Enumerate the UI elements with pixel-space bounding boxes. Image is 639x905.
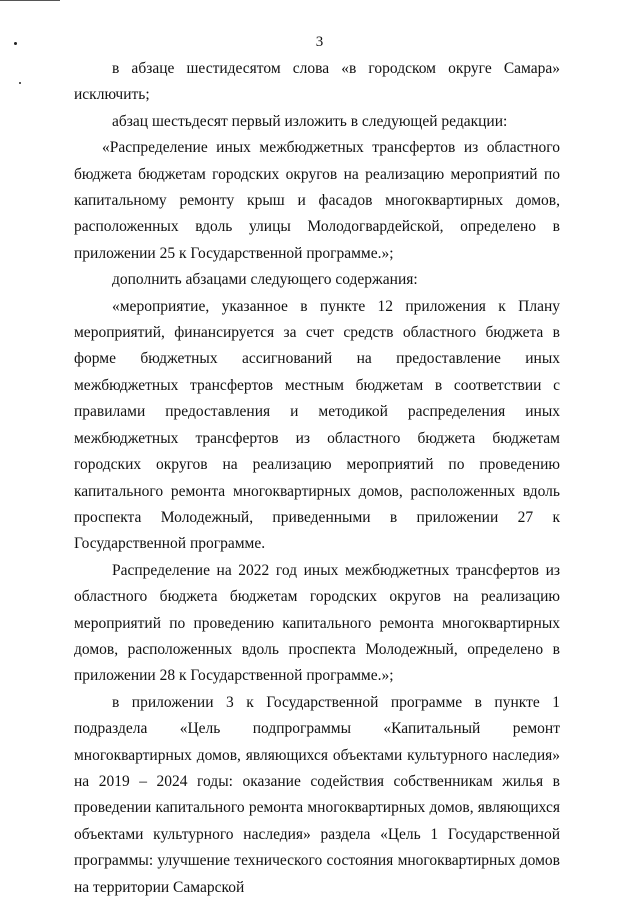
- paragraph: дополнить абзацами следующего содержания:: [112, 271, 418, 289]
- document-body: [74, 56, 560, 901]
- paragraph: абзац шестьдесят первый изложить в следующей редакции:: [112, 112, 508, 130]
- paragraph: «мероприятие, указанное в пункте 12 приложения к Плану мероприятий, финансируется за счет средств областного бюджета в форме бюджетных ассигнований на предоставление иных межбюджетных трансфертов местным бюджетам в соответствии с правилами предоставления и методикой распределения иных межбюджетных трансфертов из областного бюджета бюджетам городских округов на реализацию мероприятий по проведению капитального ремонта многоквартирных домов, расположенных вдоль проспекта Молодежный, приведенными в приложении 27 к Государственной программе.: [74, 297, 560, 553]
- paragraph: Распределение на 2022 год иных межбюджетных трансфертов из областного бюджета бюджетам городских округов на реализацию мероприятий по проведению капитального ремонта многоквартирных домов, расположенных вдоль проспекта Молодежный, определено в приложении 28 к Государственной программе.»;: [74, 561, 560, 685]
- page-number: 3: [315, 34, 324, 50]
- scan-speck: [19, 82, 21, 84]
- paragraph: в абзаце шестидесятом слова «в городском округе Самара» исключить;: [74, 60, 560, 104]
- scan-edge-line: [0, 0, 60, 1]
- paragraph: «Распределение иных межбюджетных трансфертов из областного бюджета бюджетам городских округов на реализацию мероприятий по капитальному ремонту крыш и фасадов многоквартирных домов, расположенных вдоль улицы Молодогвардейской, определено в приложении 25 к Государственной программе.»;: [74, 139, 560, 262]
- paragraph: в приложении 3 к Государственной программе в пункте 1 подраздела «Цель подпрограммы «Капитальный ремонт многоквартирных домов, являющихся объектами культурного наследия» на 2019 – 2024 годы: оказание содействия собственникам жилья в проведении капитального ремонта многоквартирных домов, являющихся объектами культурного наследия» раздела «Цель 1 Государственной программы: улучшение технического состояния многоквартирных домов на территории Самарской: [74, 693, 560, 896]
